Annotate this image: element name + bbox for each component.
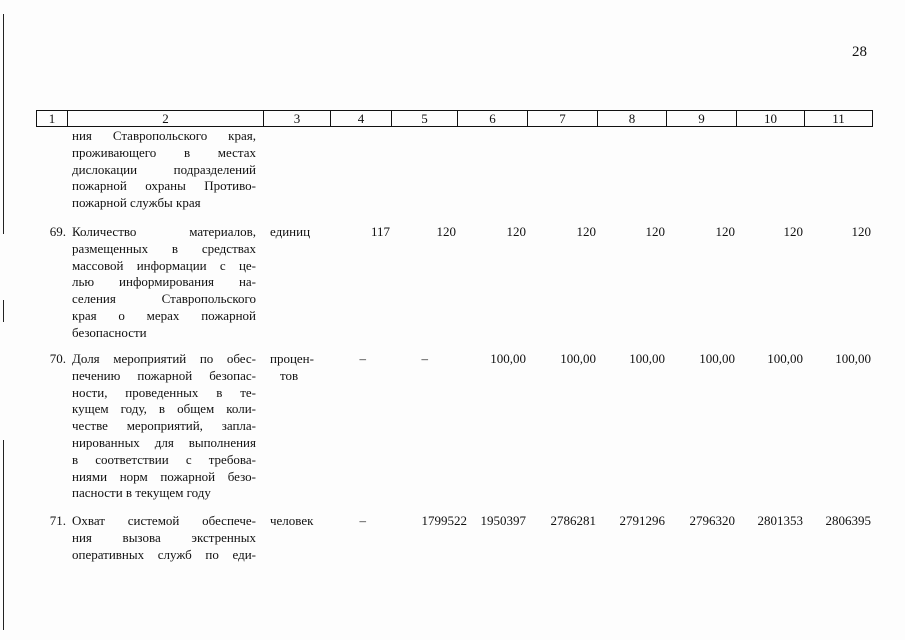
value-col-4: 117 [370, 224, 390, 239]
header-col-2: 2 [67, 111, 263, 126]
header-col-11: 11 [804, 111, 872, 126]
header-col-1: 1 [48, 111, 56, 126]
row-number: 71. [49, 513, 66, 528]
row-number: 70. [49, 351, 66, 366]
value-col-8: 120 [645, 224, 665, 239]
row-unit: человек [270, 513, 314, 528]
value-col-11: 100,00 [835, 351, 871, 366]
value-col-6: 1950397 [480, 513, 526, 528]
value-col-11: 2806395 [825, 513, 871, 528]
value-col-6: 100,00 [490, 351, 526, 366]
header-col-3: 3 [263, 111, 330, 126]
scan-margin-line [3, 440, 4, 630]
value-col-10: 2801353 [757, 513, 803, 528]
value-col-7: 100,00 [560, 351, 596, 366]
row-description: Количество материалов, размещенных в средствах массовой информации с це- лью информирования на- селения Ставропольского края о мерах пожарной безопасности [72, 224, 256, 340]
value-col-4: – [359, 351, 366, 366]
value-col-7: 2786281 [550, 513, 596, 528]
value-col-4: – [359, 513, 366, 528]
scan-margin-line [3, 300, 4, 322]
value-col-10: 100,00 [767, 351, 803, 366]
row-unit: единиц [270, 224, 311, 239]
header-col-5: 5 [391, 111, 457, 126]
header-col-9: 9 [666, 111, 736, 126]
value-col-6: 120 [506, 224, 526, 239]
page-number: 28 [852, 44, 867, 60]
value-col-5: 120 [436, 224, 456, 239]
value-col-5: – [421, 351, 428, 366]
scan-margin-line [3, 14, 4, 234]
value-col-9: 120 [715, 224, 735, 239]
header-col-10: 10 [736, 111, 804, 126]
continuation-description: ния Ставропольского края, проживающего в местах дислокации подразделений пожарной охраны Противо- пожарной службы края [72, 128, 256, 211]
value-col-10: 120 [783, 224, 803, 239]
header-col-6: 6 [457, 111, 527, 126]
value-col-5: 1799522 [421, 513, 467, 528]
value-col-8: 2791296 [619, 513, 665, 528]
value-col-8: 100,00 [629, 351, 665, 366]
header-col-8: 8 [597, 111, 666, 126]
header-col-4: 4 [330, 111, 391, 126]
row-description: Доля мероприятий по обес- печению пожарной безопас- ности, проведенных в те- кущем году, в общем коли- честве мероприятий, запла- нированных для выполнения в соответствии с требова- ниями норм пожарной безо- пасности в текущем году [72, 351, 256, 501]
header-col-7: 7 [527, 111, 597, 126]
table-header [36, 110, 873, 127]
value-col-9: 2796320 [689, 513, 735, 528]
row-unit: процен- тов [270, 351, 314, 383]
value-col-7: 120 [576, 224, 596, 239]
row-description: Охват системой обеспече- ния вызова экстренных оперативных служб по еди- [72, 513, 256, 562]
value-col-9: 100,00 [699, 351, 735, 366]
row-number: 69. [49, 224, 66, 239]
value-col-11: 120 [851, 224, 871, 239]
